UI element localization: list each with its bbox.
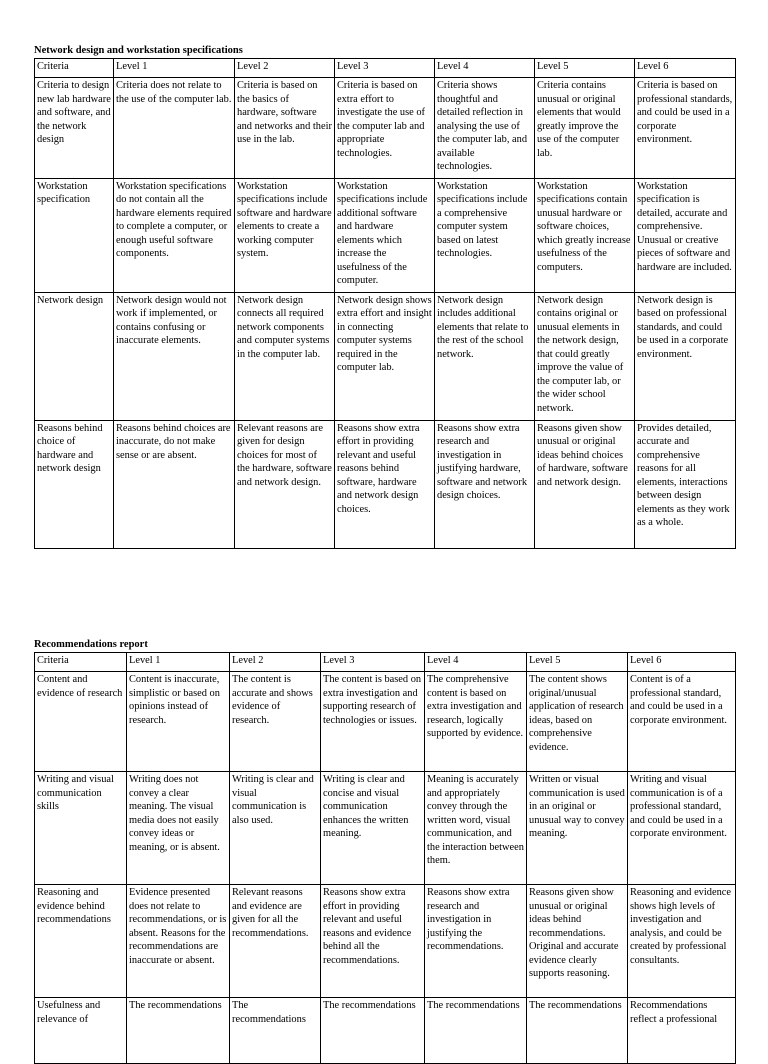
level-3-cell: Reasons show extra effort in providing relevant and useful reasons behind software, hardware and network design choices. bbox=[335, 420, 435, 548]
table-row bbox=[35, 998, 736, 1064]
level-4-cell: Criteria shows thoughtful and detailed reflection in analysing the use of the computer lab, and available technologies. bbox=[435, 78, 535, 179]
header-row bbox=[35, 653, 736, 672]
section-title: Network design and workstation specifications bbox=[34, 45, 243, 56]
level-6-cell: Criteria is based on professional standards, and could be used in a corporate environment. bbox=[635, 78, 736, 179]
criteria-cell: Reasons behind choice of hardware and network design bbox=[35, 420, 114, 548]
level-1-cell: The recommendations bbox=[127, 998, 230, 1064]
level-2-cell: Criteria is based on the basics of hardware, software and networks and their use in the lab. bbox=[235, 78, 335, 179]
network-design-section bbox=[34, 44, 735, 549]
level-5-cell: Workstation specifications contain unusual hardware or software choices, which greatly increase usefulness of the computers. bbox=[535, 178, 635, 292]
level-4-cell: The comprehensive content is based on extra investigation and research, logically supported by evidence. bbox=[425, 672, 527, 772]
level-1-cell: Evidence presented does not relate to recommendations, or is absent. Reasons for the recommendations are inaccurate or absent. bbox=[127, 885, 230, 998]
level-5-cell: Network design contains original or unusual elements in the network design, that could greatly improve the value of the computer lab, or the wider school network. bbox=[535, 292, 635, 420]
level-2-cell: The content is accurate and shows evidence of research. bbox=[230, 672, 321, 772]
level-6-header: Level 6 bbox=[635, 59, 736, 78]
level-5-cell: Reasons given show unusual or original ideas behind choices of hardware, software and network design. bbox=[535, 420, 635, 548]
level-2-cell: Relevant reasons are given for design choices for most of the hardware, software and network design. bbox=[235, 420, 335, 548]
criteria-cell: Network design bbox=[35, 292, 114, 420]
recommendations-rubric-table bbox=[34, 652, 736, 1064]
level-6-cell: Recommendations reflect a professional bbox=[628, 998, 736, 1064]
level-5-cell: Reasons given show unusual or original ideas behind recommendations. Original and accurate evidence clearly supports reasoning. bbox=[527, 885, 628, 998]
criteria-header: Criteria bbox=[35, 653, 127, 672]
level-5-cell: The recommendations bbox=[527, 998, 628, 1064]
level-4-cell: Reasons show extra research and investigation in justifying hardware, software and network design choices. bbox=[435, 420, 535, 548]
level-6-header: Level 6 bbox=[628, 653, 736, 672]
level-2-cell: Network design connects all required network components and computer systems in the computer lab. bbox=[235, 292, 335, 420]
level-1-header: Level 1 bbox=[127, 653, 230, 672]
level-1-cell: Criteria does not relate to the use of the computer lab. bbox=[114, 78, 235, 179]
level-3-cell: Workstation specifications include additional software and hardware elements which increase the usefulness of the computer. bbox=[335, 178, 435, 292]
table-row bbox=[35, 420, 736, 548]
level-5-cell: Criteria contains unusual or original elements that would greatly improve the use of the computer lab. bbox=[535, 78, 635, 179]
level-3-cell: Criteria is based on extra effort to investigate the use of the computer lab and appropriate technologies. bbox=[335, 78, 435, 179]
level-2-cell: Writing is clear and visual communication is also used. bbox=[230, 772, 321, 885]
level-5-cell: The content shows original/unusual application of research ideas, based on comprehensive evidence. bbox=[527, 672, 628, 772]
table-row bbox=[35, 885, 736, 998]
level-1-cell: Reasons behind choices are inaccurate, do not make sense or are absent. bbox=[114, 420, 235, 548]
level-6-cell: Writing and visual communication is of a professional standard, and could be used in a corporate environment. bbox=[628, 772, 736, 885]
level-2-cell: Workstation specifications include software and hardware elements to create a working computer system. bbox=[235, 178, 335, 292]
level-1-cell: Workstation specifications do not contain all the hardware elements required to complete a computer, or enough useful software components. bbox=[114, 178, 235, 292]
table-row bbox=[35, 672, 736, 772]
level-6-cell: Content is of a professional standard, and could be used in a corporate environment. bbox=[628, 672, 736, 772]
level-1-cell: Content is inaccurate, simplistic or based on opinions instead of research. bbox=[127, 672, 230, 772]
level-6-cell: Provides detailed, accurate and comprehensive reasons for all elements, interactions between design elements as they work as a whole. bbox=[635, 420, 736, 548]
level-2-cell: Relevant reasons and evidence are given for all the recommendations. bbox=[230, 885, 321, 998]
level-6-cell: Network design is based on professional standards, and could be used in a corporate environment. bbox=[635, 292, 736, 420]
section-title: Recommendations report bbox=[34, 639, 148, 650]
level-6-cell: Reasoning and evidence shows high levels of investigation and analysis, and could be created by professional consultants. bbox=[628, 885, 736, 998]
level-3-cell: Reasons show extra effort in providing relevant and useful reasons and evidence behind all the recommendations. bbox=[321, 885, 425, 998]
level-5-header: Level 5 bbox=[535, 59, 635, 78]
level-3-cell: The content is based on extra investigation and supporting research of technologies or issues. bbox=[321, 672, 425, 772]
level-3-cell: The recommendations bbox=[321, 998, 425, 1064]
table-row bbox=[35, 292, 736, 420]
level-4-cell: Network design includes additional elements that relate to the rest of the school network. bbox=[435, 292, 535, 420]
criteria-cell: Workstation specification bbox=[35, 178, 114, 292]
criteria-cell: Criteria to design new lab hardware and software, and the network design bbox=[35, 78, 114, 179]
criteria-cell: Reasoning and evidence behind recommendations bbox=[35, 885, 127, 998]
level-4-cell: The recommendations bbox=[425, 998, 527, 1064]
criteria-cell: Writing and visual communication skills bbox=[35, 772, 127, 885]
level-1-cell: Network design would not work if implemented, or contains confusing or inaccurate elements. bbox=[114, 292, 235, 420]
level-3-cell: Writing is clear and concise and visual communication enhances the written meaning. bbox=[321, 772, 425, 885]
criteria-header: Criteria bbox=[35, 59, 114, 78]
table-row bbox=[35, 772, 736, 885]
network-design-rubric-table bbox=[34, 58, 736, 549]
level-2-header: Level 2 bbox=[230, 653, 321, 672]
level-3-cell: Network design shows extra effort and insight in connecting computer systems required in the computer lab. bbox=[335, 292, 435, 420]
level-3-header: Level 3 bbox=[321, 653, 425, 672]
criteria-cell: Content and evidence of research bbox=[35, 672, 127, 772]
level-4-cell: Meaning is accurately and appropriately convey through the written word, visual communication, and the interaction between them. bbox=[425, 772, 527, 885]
level-4-header: Level 4 bbox=[435, 59, 535, 78]
level-1-cell: Writing does not convey a clear meaning. The visual media does not easily convey ideas or meaning, or is absent. bbox=[127, 772, 230, 885]
table-row bbox=[35, 178, 736, 292]
level-4-cell: Workstation specifications include a comprehensive computer system based on latest technologies. bbox=[435, 178, 535, 292]
table-row bbox=[35, 78, 736, 179]
level-4-header: Level 4 bbox=[425, 653, 527, 672]
level-3-header: Level 3 bbox=[335, 59, 435, 78]
level-5-header: Level 5 bbox=[527, 653, 628, 672]
level-5-cell: Written or visual communication is used in an original or unusual way to convey meaning. bbox=[527, 772, 628, 885]
level-6-cell: Workstation specification is detailed, accurate and comprehensive. Unusual or creative pieces of software and hardware are included. bbox=[635, 178, 736, 292]
level-2-cell: The recommendations bbox=[230, 998, 321, 1064]
recommendations-report-section bbox=[34, 638, 735, 1064]
header-row bbox=[35, 59, 736, 78]
level-1-header: Level 1 bbox=[114, 59, 235, 78]
criteria-cell: Usefulness and relevance of bbox=[35, 998, 127, 1064]
level-2-header: Level 2 bbox=[235, 59, 335, 78]
level-4-cell: Reasons show extra research and investigation in justifying the recommendations. bbox=[425, 885, 527, 998]
